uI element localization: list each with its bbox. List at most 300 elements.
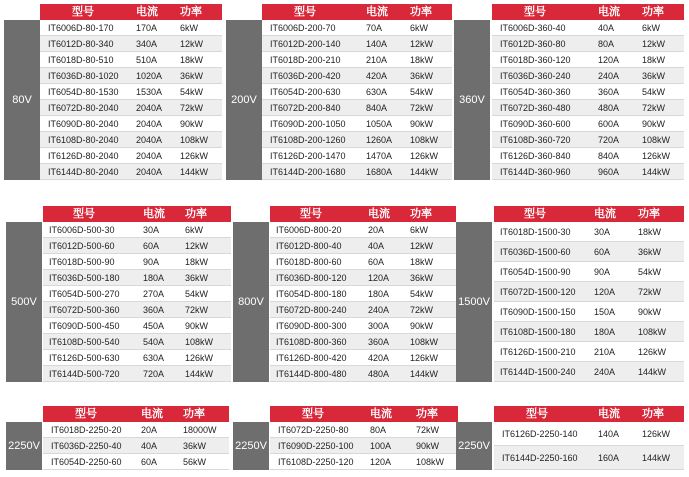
cell-current: 1050A xyxy=(366,118,393,129)
cell-model: IT6054D-80-1530 xyxy=(48,86,119,97)
cell-power: 144kW xyxy=(185,368,214,379)
cell-current: 60A xyxy=(368,256,385,267)
header-model: 型号 xyxy=(72,6,94,18)
cell-power: 72kW xyxy=(180,102,204,113)
cell-model: IT6018D-200-210 xyxy=(270,54,341,65)
cell-power: 6kW xyxy=(642,22,660,33)
table-row xyxy=(43,366,231,382)
cell-power: 12kW xyxy=(185,240,209,251)
cell-power: 144kW xyxy=(410,166,439,177)
table-row xyxy=(494,446,684,470)
cell-model: IT6072D-200-840 xyxy=(270,102,341,113)
table-row xyxy=(40,36,222,52)
table-rows xyxy=(494,222,684,382)
cell-power: 108kW xyxy=(638,326,667,337)
cell-model: IT6012D-360-80 xyxy=(500,38,566,49)
cell-power: 72kW xyxy=(410,304,434,315)
cell-power: 36kW xyxy=(180,70,204,81)
table-row xyxy=(43,350,231,366)
cell-power: 126kW xyxy=(185,352,214,363)
table-rows xyxy=(43,422,229,470)
cell-current: 2040A xyxy=(136,134,163,145)
table-row xyxy=(270,286,456,302)
cell-current: 70A xyxy=(366,22,383,33)
cell-current: 140A xyxy=(598,428,620,439)
cell-current: 420A xyxy=(366,70,388,81)
table-row xyxy=(270,254,456,270)
cell-model: IT6108D-80-2040 xyxy=(48,134,119,145)
table-rows xyxy=(270,222,456,382)
cell-current: 450A xyxy=(143,320,165,331)
cell-current: 180A xyxy=(594,326,616,337)
cell-model: IT6072D-2250-80 xyxy=(278,424,349,435)
header-current: 电流 xyxy=(598,408,620,420)
cell-model: IT6108D-800-360 xyxy=(276,336,347,347)
cell-power: 12kW xyxy=(410,38,434,49)
table-row xyxy=(43,422,229,438)
table-rows xyxy=(43,222,231,382)
table-row xyxy=(40,52,222,68)
cell-current: 240A xyxy=(594,366,616,377)
cell-model: IT6126D-200-1470 xyxy=(270,150,346,161)
cell-power: 12kW xyxy=(410,240,434,251)
cell-power: 126kW xyxy=(410,150,439,161)
cell-power: 54kW xyxy=(410,288,434,299)
cell-current: 300A xyxy=(368,320,390,331)
table-row xyxy=(262,100,452,116)
cell-power: 72kW xyxy=(642,102,666,113)
cell-power: 36kW xyxy=(638,246,662,257)
header-current: 电流 xyxy=(598,6,620,18)
cell-power: 54kW xyxy=(638,266,662,277)
cell-current: 20A xyxy=(141,424,158,435)
header-model: 型号 xyxy=(524,208,546,220)
header-power: 功率 xyxy=(638,208,660,220)
table-row xyxy=(40,164,222,180)
cell-model: IT6036D-500-180 xyxy=(49,272,120,283)
cell-current: 840A xyxy=(598,150,620,161)
table-row xyxy=(492,132,684,148)
cell-current: 840A xyxy=(366,102,388,113)
table-row xyxy=(492,84,684,100)
cell-model: IT6036D-2250-40 xyxy=(51,440,122,451)
cell-model: IT6108D-2250-120 xyxy=(278,456,354,467)
voltage-label: 800V xyxy=(233,222,269,382)
cell-power: 144kW xyxy=(642,452,671,463)
table-row xyxy=(262,68,452,84)
table-row xyxy=(43,286,231,302)
cell-model: IT6126D-500-630 xyxy=(49,352,120,363)
table-header xyxy=(270,406,458,422)
cell-current: 340A xyxy=(136,38,158,49)
table-row xyxy=(262,164,452,180)
cell-model: IT6036D-200-420 xyxy=(270,70,341,81)
table-row xyxy=(494,422,684,446)
header-current: 电流 xyxy=(136,6,158,18)
table-row xyxy=(270,438,458,454)
header-current: 电流 xyxy=(370,408,392,420)
cell-model: IT6072D-360-480 xyxy=(500,102,571,113)
table-row xyxy=(270,366,456,382)
cell-current: 120A xyxy=(370,456,392,467)
cell-power: 144kW xyxy=(180,166,209,177)
cell-model: IT6090D-1500-150 xyxy=(500,306,576,317)
voltage-label: 500V xyxy=(6,222,42,382)
cell-current: 540A xyxy=(143,336,165,347)
header-current: 电流 xyxy=(366,6,388,18)
table-row xyxy=(270,454,458,470)
cell-power: 36kW xyxy=(410,70,434,81)
cell-model: IT6144D-360-960 xyxy=(500,166,571,177)
table-row xyxy=(270,270,456,286)
cell-model: IT6108D-200-1260 xyxy=(270,134,346,145)
cell-model: IT6006D-200-70 xyxy=(270,22,336,33)
cell-model: IT6054D-800-180 xyxy=(276,288,347,299)
cell-power: 6kW xyxy=(180,22,198,33)
cell-model: IT6054D-2250-60 xyxy=(51,456,122,467)
cell-model: IT6090D-800-300 xyxy=(276,320,347,331)
cell-current: 630A xyxy=(143,352,165,363)
cell-current: 120A xyxy=(368,272,390,283)
cell-current: 170A xyxy=(136,22,158,33)
cell-power: 6kW xyxy=(410,224,428,235)
cell-current: 180A xyxy=(143,272,165,283)
cell-power: 36kW xyxy=(185,272,209,283)
cell-power: 126kW xyxy=(642,428,671,439)
table-row xyxy=(40,148,222,164)
cell-model: IT6144D-2250-160 xyxy=(502,452,578,463)
cell-current: 720A xyxy=(598,134,620,145)
cell-model: IT6126D-1500-210 xyxy=(500,346,576,357)
table-row xyxy=(492,100,684,116)
cell-model: IT6144D-200-1680 xyxy=(270,166,346,177)
table-row xyxy=(270,318,456,334)
table-row xyxy=(43,454,229,470)
table-row xyxy=(270,422,458,438)
cell-model: IT6090D-2250-100 xyxy=(278,440,354,451)
table-row xyxy=(494,302,684,322)
header-model: 型号 xyxy=(300,208,322,220)
table-row xyxy=(262,36,452,52)
cell-power: 90kW xyxy=(180,118,204,129)
header-current: 电流 xyxy=(594,208,616,220)
cell-current: 20A xyxy=(368,224,385,235)
header-power: 功率 xyxy=(183,408,205,420)
cell-model: IT6072D-800-240 xyxy=(276,304,347,315)
table-header xyxy=(270,206,456,222)
table-row xyxy=(492,68,684,84)
table-header xyxy=(492,4,684,20)
table-row xyxy=(262,132,452,148)
table-row xyxy=(40,100,222,116)
cell-power: 54kW xyxy=(185,288,209,299)
cell-current: 40A xyxy=(141,440,158,451)
cell-current: 2040A xyxy=(136,102,163,113)
cell-power: 90kW xyxy=(638,306,662,317)
header-current: 电流 xyxy=(368,208,390,220)
table-row xyxy=(492,116,684,132)
cell-model: IT6108D-1500-180 xyxy=(500,326,576,337)
table-header xyxy=(43,406,229,422)
header-model: 型号 xyxy=(524,6,546,18)
cell-current: 90A xyxy=(594,266,611,277)
cell-model: IT6012D-800-40 xyxy=(276,240,342,251)
table-row xyxy=(43,438,229,454)
cell-model: IT6126D-360-840 xyxy=(500,150,571,161)
cell-power: 18kW xyxy=(180,54,204,65)
cell-current: 240A xyxy=(368,304,390,315)
cell-current: 210A xyxy=(594,346,616,357)
cell-model: IT6018D-500-90 xyxy=(49,256,115,267)
voltage-label: 360V xyxy=(454,20,490,180)
cell-current: 2040A xyxy=(136,150,163,161)
cell-model: IT6054D-1500-90 xyxy=(500,266,571,277)
cell-power: 126kW xyxy=(410,352,439,363)
cell-current: 80A xyxy=(370,424,387,435)
cell-power: 72kW xyxy=(185,304,209,315)
cell-model: IT6018D-360-120 xyxy=(500,54,571,65)
cell-current: 120A xyxy=(598,54,620,65)
header-power: 功率 xyxy=(185,208,207,220)
table-row xyxy=(494,262,684,282)
table-row xyxy=(43,334,231,350)
cell-current: 60A xyxy=(143,240,160,251)
cell-current: 2040A xyxy=(136,118,163,129)
table-header xyxy=(494,406,684,422)
header-current: 电流 xyxy=(143,208,165,220)
table-row xyxy=(494,362,684,382)
table-rows xyxy=(270,422,458,470)
cell-current: 140A xyxy=(366,38,388,49)
cell-model: IT6018D-1500-30 xyxy=(500,226,571,237)
cell-model: IT6018D-80-510 xyxy=(48,54,114,65)
table-rows xyxy=(262,20,452,180)
cell-current: 30A xyxy=(594,226,611,237)
cell-power: 56kW xyxy=(183,456,207,467)
cell-power: 108kW xyxy=(642,134,671,145)
cell-model: IT6126D-2250-140 xyxy=(502,428,578,439)
cell-model: IT6090D-200-1050 xyxy=(270,118,346,129)
cell-power: 72kW xyxy=(410,102,434,113)
cell-power: 54kW xyxy=(180,86,204,97)
table-rows xyxy=(494,422,684,470)
cell-current: 160A xyxy=(598,452,620,463)
cell-power: 6kW xyxy=(410,22,428,33)
cell-current: 1470A xyxy=(366,150,393,161)
table-row xyxy=(270,222,456,238)
cell-power: 108kW xyxy=(416,456,445,467)
cell-current: 240A xyxy=(598,70,620,81)
cell-model: IT6006D-360-40 xyxy=(500,22,566,33)
cell-power: 18000W xyxy=(183,424,217,435)
cell-model: IT6036D-1500-60 xyxy=(500,246,571,257)
table-row xyxy=(494,282,684,302)
cell-current: 100A xyxy=(370,440,392,451)
cell-power: 108kW xyxy=(180,134,209,145)
table-row xyxy=(40,132,222,148)
table-row xyxy=(40,68,222,84)
cell-current: 720A xyxy=(143,368,165,379)
cell-model: IT6054D-200-630 xyxy=(270,86,341,97)
cell-current: 480A xyxy=(368,368,390,379)
table-header xyxy=(494,206,684,222)
cell-power: 36kW xyxy=(410,272,434,283)
cell-model: IT6108D-360-720 xyxy=(500,134,571,145)
table-row xyxy=(492,52,684,68)
cell-current: 30A xyxy=(143,224,160,235)
cell-power: 144kW xyxy=(410,368,439,379)
cell-model: IT6006D-80-170 xyxy=(48,22,114,33)
cell-current: 600A xyxy=(598,118,620,129)
cell-model: IT6144D-500-720 xyxy=(49,368,120,379)
cell-power: 126kW xyxy=(638,346,667,357)
cell-current: 360A xyxy=(368,336,390,347)
cell-model: IT6072D-500-360 xyxy=(49,304,120,315)
cell-model: IT6018D-2250-20 xyxy=(51,424,122,435)
voltage-label: 80V xyxy=(4,20,40,180)
table-row xyxy=(492,20,684,36)
cell-power: 12kW xyxy=(642,38,666,49)
table-row xyxy=(492,36,684,52)
cell-model: IT6018D-800-60 xyxy=(276,256,342,267)
cell-model: IT6054D-360-360 xyxy=(500,86,571,97)
table-row xyxy=(43,254,231,270)
table-row xyxy=(494,222,684,242)
cell-power: 90kW xyxy=(410,320,434,331)
cell-current: 60A xyxy=(594,246,611,257)
cell-power: 12kW xyxy=(180,38,204,49)
cell-current: 210A xyxy=(366,54,388,65)
header-model: 型号 xyxy=(75,408,97,420)
cell-model: IT6090D-80-2040 xyxy=(48,118,119,129)
header-model: 型号 xyxy=(294,6,316,18)
table-row xyxy=(270,334,456,350)
table-row xyxy=(270,238,456,254)
table-row xyxy=(494,342,684,362)
cell-power: 18kW xyxy=(185,256,209,267)
table-row xyxy=(494,322,684,342)
cell-model: IT6090D-360-600 xyxy=(500,118,571,129)
table-row xyxy=(40,84,222,100)
voltage-label: 1500V xyxy=(456,222,492,382)
cell-current: 40A xyxy=(368,240,385,251)
cell-power: 90kW xyxy=(410,118,434,129)
cell-current: 510A xyxy=(136,54,158,65)
table-header xyxy=(262,4,452,20)
table-row xyxy=(43,302,231,318)
table-row xyxy=(43,238,231,254)
header-power: 功率 xyxy=(642,6,664,18)
cell-model: IT6006D-500-30 xyxy=(49,224,115,235)
table-row xyxy=(270,302,456,318)
cell-power: 18kW xyxy=(410,256,434,267)
cell-current: 90A xyxy=(143,256,160,267)
cell-power: 90kW xyxy=(416,440,440,451)
table-row xyxy=(43,270,231,286)
table-row xyxy=(43,318,231,334)
cell-power: 54kW xyxy=(642,86,666,97)
cell-current: 960A xyxy=(598,166,620,177)
cell-power: 144kW xyxy=(638,366,667,377)
cell-model: IT6072D-1500-120 xyxy=(500,286,576,297)
cell-current: 630A xyxy=(366,86,388,97)
table-row xyxy=(262,116,452,132)
cell-current: 1260A xyxy=(366,134,393,145)
cell-power: 18kW xyxy=(638,226,662,237)
table-header xyxy=(40,4,222,20)
cell-current: 1680A xyxy=(366,166,393,177)
table-row xyxy=(262,20,452,36)
cell-current: 2040A xyxy=(136,166,163,177)
cell-current: 270A xyxy=(143,288,165,299)
voltage-label: 2250V xyxy=(456,422,492,470)
header-power: 功率 xyxy=(416,408,438,420)
cell-current: 480A xyxy=(598,102,620,113)
cell-model: IT6126D-80-2040 xyxy=(48,150,119,161)
cell-current: 60A xyxy=(141,456,158,467)
voltage-label: 2250V xyxy=(6,422,42,470)
cell-power: 72kW xyxy=(416,424,440,435)
cell-power: 72kW xyxy=(638,286,662,297)
cell-model: IT6036D-80-1020 xyxy=(48,70,119,81)
header-model: 型号 xyxy=(302,408,324,420)
header-model: 型号 xyxy=(73,208,95,220)
cell-power: 18kW xyxy=(410,54,434,65)
cell-current: 40A xyxy=(598,22,615,33)
table-row xyxy=(40,116,222,132)
cell-current: 360A xyxy=(143,304,165,315)
table-row xyxy=(494,242,684,262)
cell-power: 108kW xyxy=(410,134,439,145)
header-current: 电流 xyxy=(141,408,163,420)
cell-current: 180A xyxy=(368,288,390,299)
cell-current: 120A xyxy=(594,286,616,297)
table-row xyxy=(492,148,684,164)
cell-model: IT6006D-800-20 xyxy=(276,224,342,235)
cell-power: 6kW xyxy=(185,224,203,235)
cell-power: 90kW xyxy=(185,320,209,331)
table-rows xyxy=(492,20,684,180)
cell-current: 150A xyxy=(594,306,616,317)
header-model: 型号 xyxy=(526,408,548,420)
cell-model: IT6126D-800-420 xyxy=(276,352,347,363)
cell-power: 108kW xyxy=(410,336,439,347)
header-power: 功率 xyxy=(642,408,664,420)
table-row xyxy=(492,164,684,180)
voltage-label: 2250V xyxy=(233,422,269,470)
cell-current: 1530A xyxy=(136,86,163,97)
cell-power: 36kW xyxy=(642,70,666,81)
cell-model: IT6144D-80-2040 xyxy=(48,166,119,177)
header-power: 功率 xyxy=(180,6,202,18)
cell-model: IT6012D-200-140 xyxy=(270,38,341,49)
cell-power: 18kW xyxy=(642,54,666,65)
cell-model: IT6108D-500-540 xyxy=(49,336,120,347)
cell-model: IT6144D-1500-240 xyxy=(500,366,576,377)
header-power: 功率 xyxy=(410,6,432,18)
cell-model: IT6012D-500-60 xyxy=(49,240,115,251)
cell-power: 126kW xyxy=(180,150,209,161)
table-row xyxy=(262,52,452,68)
cell-power: 90kW xyxy=(642,118,666,129)
table-row xyxy=(40,20,222,36)
cell-model: IT6012D-80-340 xyxy=(48,38,114,49)
cell-model: IT6090D-500-450 xyxy=(49,320,120,331)
table-row xyxy=(262,148,452,164)
header-power: 功率 xyxy=(410,208,432,220)
table-header xyxy=(43,206,231,222)
cell-power: 108kW xyxy=(185,336,214,347)
